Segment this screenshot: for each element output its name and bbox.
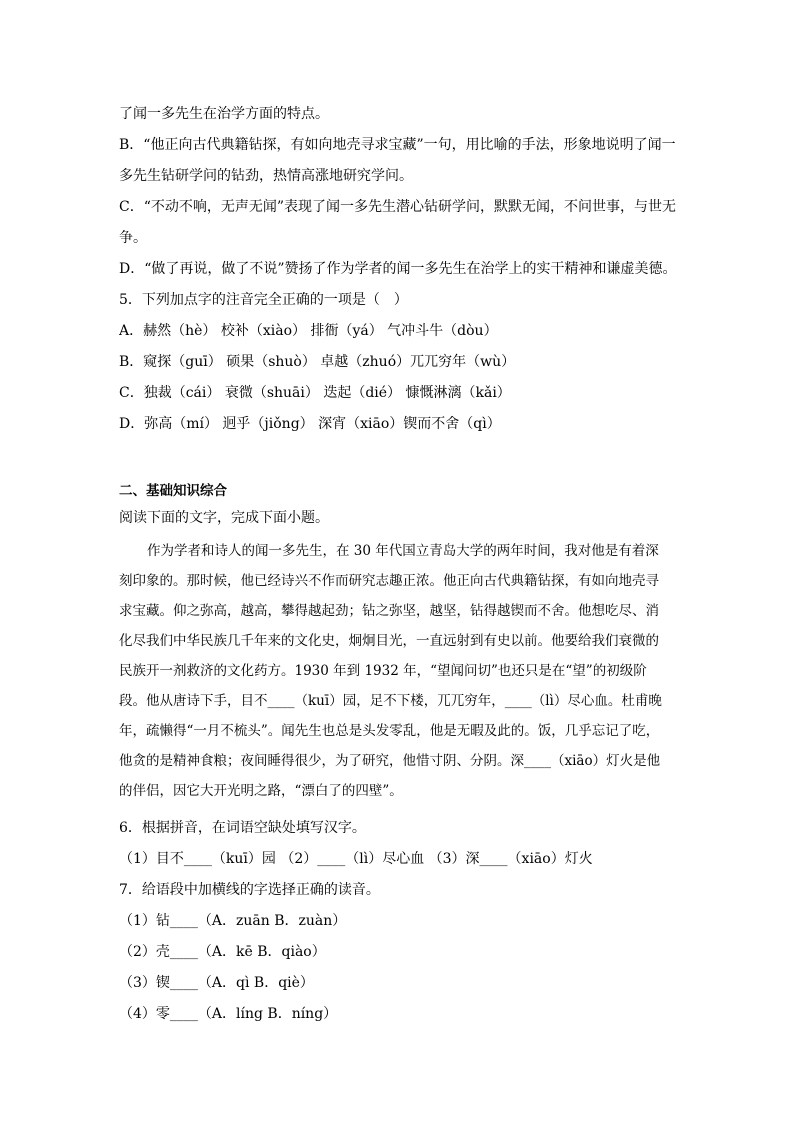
option-c-line-1: C．“不动不响，无声无闻”表现了闻一多先生潜心钻研学问，默默无闻，不问世事，与世无 — [119, 199, 677, 215]
question-7-item-4: （4）零____（A．líng B．níng） — [119, 1006, 338, 1022]
passage-line: 年，疏懒得“一月不梳头”。闻先生也总是头发零乱，他是无暇及此的。饭，几乎忘记了吃， — [119, 723, 660, 739]
passage-line: 刻印象的。那时候，他已经诗兴不作而研究志趣正浓。他正向古代典籍钻探，有如向地壳寻 — [119, 573, 659, 589]
passage-line: 段。他从唐诗下手，目不____（kuī）园，足不下楼，兀兀穷年，____（lì）尽心血。杜甫晚 — [119, 693, 662, 709]
question-5-option-c: C．独裁（cái） 衰微（shuāi） 迭起（dié） 慷慨淋漓（kǎi） — [119, 385, 511, 401]
section-heading: 二、基础知识综合 — [119, 483, 227, 499]
section-instruction: 阅读下面的文字，完成下面小题。 — [119, 510, 329, 526]
text-line: 了闻一多先生在治学方面的特点。 — [119, 106, 329, 122]
option-b-line-1: B．“他正向古代典籍钻探，有如向地壳寻求宝藏”一句，用比喻的手法，形象地说明了闻一 — [119, 137, 676, 153]
option-d-line: D．“做了再说，做了不说”赞扬了作为学者的闻一多先生在治学上的实干精神和谦虚美德。 — [119, 261, 677, 277]
question-5-option-a: A．赫然（hè） 校补（xiào） 排衙（yá） 气冲斗牛（dòu） — [119, 323, 498, 339]
question-7-stem: 7．给语段中加横线的字选择正确的读音。 — [119, 882, 380, 898]
option-c-line-2: 争。 — [119, 230, 147, 246]
option-b-line-2: 多先生钻研学问的钻劲，热情高涨地研究学问。 — [119, 168, 413, 184]
question-6-items: （1）目不____（kuī）园 （2）____（lì）尽心血 （3）深____（xiāo）灯火 — [119, 851, 593, 867]
passage-line: 他贪的是精神食粮；夜间睡得很少，为了研究，他惜寸阴、分阴。深____（xiāo）灯火是他 — [119, 753, 661, 769]
passage-line: 的伴侣，因它大开光明之路，“漂白了的四壁”。 — [119, 783, 403, 799]
question-5-option-d: D．弥高（mí） 迥乎（jiǒng） 深宵（xiāo）锲而不舍（qì） — [119, 416, 501, 432]
passage-line: 化尽我们中华民族几千年来的文化史，炯炯目光，一直远射到有史以前。他要给我们衰微的 — [119, 633, 659, 649]
question-6-stem: 6．根据拼音，在词语空缺处填写汉字。 — [119, 820, 366, 836]
question-7-item-1: （1）钻____（A．zuān B．zuàn） — [119, 913, 347, 929]
question-5-option-b: B．窥探（guī） 硕果（shuò） 卓越（zhuó）兀兀穷年（wù） — [119, 354, 516, 370]
question-7-item-2: （2）壳____（A．kē B．qiào） — [119, 944, 326, 960]
question-5-stem: 5．下列加点字的注音完全正确的一项是（ ） — [119, 292, 408, 308]
passage-line: 作为学者和诗人的闻一多先生，在 30 年代国立青岛大学的两年时间，我对他是有着深 — [147, 543, 659, 559]
passage-line: 民族开一剂救济的文化药方。1930 年到 1932 年，“望闻问切”也还只是在“望”的初级阶 — [119, 663, 647, 679]
passage-line: 求宝藏。仰之弥高，越高，攀得越起劲；钻之弥坚，越坚，钻得越锲而不舍。他想吃尽、消 — [119, 603, 659, 619]
question-7-item-3: （3）锲____（A．qì B．qiè） — [119, 975, 314, 991]
